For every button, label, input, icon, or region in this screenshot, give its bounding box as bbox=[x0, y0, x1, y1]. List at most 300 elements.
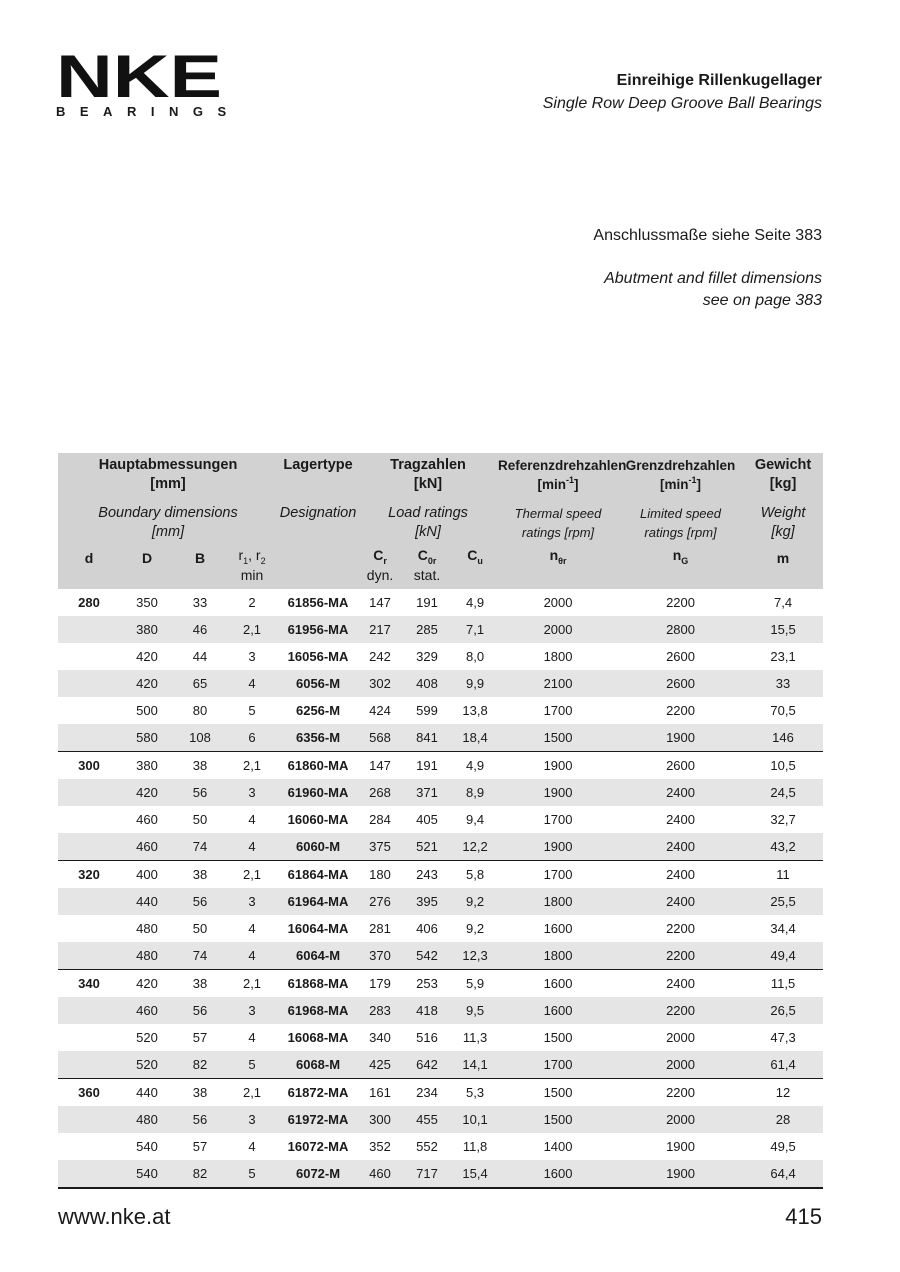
cell-cr: 268 bbox=[369, 785, 391, 800]
cell-des: 16060-MA bbox=[287, 812, 349, 827]
cell-cu: 9,4 bbox=[465, 812, 485, 827]
cell-m: 24,5 bbox=[770, 785, 796, 800]
col-symbol-d: d bbox=[84, 550, 94, 566]
load-header-de bbox=[358, 453, 498, 498]
cell-d bbox=[58, 888, 120, 915]
cell-des: 61864-MA bbox=[278, 861, 358, 889]
cell-D: 460 bbox=[136, 839, 158, 854]
cell-cu: 13,8 bbox=[462, 703, 488, 718]
c0r-sub: 0r bbox=[427, 556, 437, 566]
cell-r: 2,1 bbox=[242, 622, 262, 637]
cell-c0r: 395 bbox=[416, 894, 438, 909]
cell-nlim: 2400 bbox=[618, 861, 743, 889]
cell-nref: 1600 bbox=[498, 970, 618, 998]
cell-r: 2,1 bbox=[226, 970, 278, 998]
cell-m: 64,4 bbox=[743, 1160, 823, 1188]
cell-D: 420 bbox=[136, 785, 158, 800]
cell-nref: 1700 bbox=[543, 812, 573, 827]
table-row bbox=[58, 1106, 823, 1133]
cell-r: 6 bbox=[248, 730, 256, 745]
col-note-B bbox=[174, 566, 226, 589]
cell-B: 46 bbox=[192, 622, 208, 637]
cell-cr: 284 bbox=[369, 812, 391, 827]
cell-des: 61872-MA bbox=[278, 1079, 358, 1107]
cell-nref: 1700 bbox=[543, 1057, 573, 1072]
cell-r: 4 bbox=[248, 1030, 256, 1045]
cell-nref: 1800 bbox=[543, 948, 573, 963]
cell-m: 7,4 bbox=[773, 595, 793, 610]
cell-D: 380 bbox=[120, 752, 174, 780]
lim-speed-header-de: Grenzdrehzahlen $[\min^{-1}]$ bbox=[625, 458, 736, 492]
cell-nlim: 2400 bbox=[666, 785, 695, 800]
cell-nlim: 2600 bbox=[666, 649, 695, 664]
cell-cu: 8,9 bbox=[465, 785, 485, 800]
table-row bbox=[58, 616, 823, 643]
cell-nlim: 2600 bbox=[618, 752, 743, 780]
cell-c0r: 717 bbox=[402, 1160, 452, 1188]
cell-c0r: 191 bbox=[416, 595, 438, 610]
cell-d bbox=[58, 643, 120, 670]
table-row bbox=[58, 643, 823, 670]
r-sub-2: 2 bbox=[260, 556, 266, 566]
cell-cr: 283 bbox=[369, 1003, 391, 1018]
cell-des: 6356-M bbox=[295, 730, 341, 745]
col-note-designation bbox=[278, 566, 358, 589]
ng-sub: G bbox=[681, 556, 689, 566]
cell-c0r: 408 bbox=[416, 676, 438, 691]
cell-nlim: 2200 bbox=[618, 1079, 743, 1107]
cell-nlim: 2800 bbox=[666, 622, 695, 637]
col-note-cu bbox=[452, 566, 498, 589]
r-symbol-2: r bbox=[255, 547, 261, 564]
cell-d bbox=[58, 1106, 120, 1133]
cr-symbol: C bbox=[373, 547, 384, 564]
cell-D: 480 bbox=[136, 1112, 158, 1127]
cell-des: 16072-MA bbox=[287, 1139, 349, 1154]
cell-r: 5 bbox=[248, 1057, 256, 1072]
cell-D: 500 bbox=[136, 703, 158, 718]
footer-url: www.nke.at bbox=[58, 1204, 171, 1229]
cell-nref: 1500 bbox=[543, 1030, 573, 1045]
cell-r: 4 bbox=[248, 948, 256, 963]
col-note-cr-dyn: dyn. bbox=[366, 567, 394, 583]
cell-m: 10,5 bbox=[743, 752, 823, 780]
cell-cr: 302 bbox=[369, 676, 391, 691]
cell-c0r: 405 bbox=[416, 812, 438, 827]
r-sub-1: 1 bbox=[243, 556, 249, 566]
cell-des: 61964-MA bbox=[287, 894, 349, 909]
page-title-de: Einreihige Rillenkugellager bbox=[616, 72, 822, 89]
cell-D: 480 bbox=[136, 921, 158, 936]
cell-d bbox=[58, 915, 120, 942]
cell-des: 61860-MA bbox=[278, 752, 358, 780]
cell-cu: 9,9 bbox=[465, 676, 485, 691]
cell-B: 108 bbox=[189, 730, 211, 745]
cell-D: 460 bbox=[136, 812, 158, 827]
cell-c0r: 406 bbox=[416, 921, 438, 936]
cr-sub: r bbox=[383, 556, 387, 566]
col-symbol-c0r bbox=[402, 544, 452, 566]
cell-cu: 9,2 bbox=[465, 921, 485, 936]
col-note-ng bbox=[618, 566, 743, 589]
cell-B: 44 bbox=[192, 649, 208, 664]
cell-D: 400 bbox=[120, 861, 174, 889]
cu-sub: u bbox=[477, 556, 483, 566]
col-note-d bbox=[58, 566, 120, 589]
cell-m: 11,5 bbox=[743, 970, 823, 998]
cell-D: 480 bbox=[136, 948, 158, 963]
cell-nref: 1700 bbox=[498, 861, 618, 889]
cell-nref: 1600 bbox=[543, 1003, 573, 1018]
cell-r: 4 bbox=[248, 676, 256, 691]
cell-B: 57 bbox=[192, 1139, 208, 1154]
cell-des: 61956-MA bbox=[287, 622, 349, 637]
nke-logo bbox=[56, 52, 241, 119]
table-row bbox=[58, 779, 823, 806]
cell-d bbox=[58, 779, 120, 806]
c0r-symbol: C bbox=[417, 547, 428, 564]
table-row bbox=[58, 942, 823, 970]
cell-r: 4 bbox=[248, 1139, 256, 1154]
cell-B: 38 bbox=[174, 1079, 226, 1107]
cell-cr: 370 bbox=[369, 948, 391, 963]
cell-cr: 276 bbox=[369, 894, 391, 909]
cell-B: 56 bbox=[192, 894, 208, 909]
cell-B: 80 bbox=[192, 703, 208, 718]
cell-m: 49,4 bbox=[770, 948, 796, 963]
dims-header-de bbox=[58, 453, 278, 498]
cell-des: 6060-M bbox=[295, 839, 341, 854]
cell-B: 50 bbox=[192, 812, 208, 827]
cell-d bbox=[58, 942, 120, 970]
ntheta-symbol: n bbox=[549, 547, 559, 564]
cell-nref: 1800 bbox=[543, 894, 573, 909]
type-header-de: Lagertype bbox=[283, 457, 353, 473]
cell-cu: 5,8 bbox=[452, 861, 498, 889]
ref-label-de: Referenzdrehzahlen bbox=[498, 458, 627, 473]
cell-cu: 11,3 bbox=[462, 1030, 488, 1045]
cell-D: 520 bbox=[136, 1057, 158, 1072]
cell-D: 520 bbox=[136, 1030, 158, 1045]
cell-d bbox=[58, 697, 120, 724]
cell-c0r: 191 bbox=[402, 752, 452, 780]
cell-cr: 340 bbox=[369, 1030, 391, 1045]
cell-des: 6056-M bbox=[295, 676, 341, 691]
cell-nref: 2000 bbox=[543, 622, 573, 637]
cell-B: 82 bbox=[174, 1160, 226, 1188]
cell-B: 38 bbox=[174, 861, 226, 889]
table-body bbox=[58, 589, 823, 1188]
load-label-en: Load ratings bbox=[388, 505, 468, 521]
table-row bbox=[58, 970, 823, 998]
cell-nref: 1500 bbox=[498, 1079, 618, 1107]
cell-des: 6064-M bbox=[295, 948, 341, 963]
table-row bbox=[58, 1024, 823, 1051]
cell-r: 2,1 bbox=[226, 1079, 278, 1107]
bearing-table bbox=[58, 453, 823, 1189]
logo-tagline: BEARINGS bbox=[56, 104, 241, 119]
cell-B: 74 bbox=[192, 948, 208, 963]
cell-des: 16068-MA bbox=[287, 1030, 349, 1045]
cell-nref: 1900 bbox=[498, 752, 618, 780]
cell-B: 50 bbox=[192, 921, 208, 936]
cell-des: 16056-MA bbox=[287, 649, 349, 664]
cell-nref: 1900 bbox=[543, 785, 573, 800]
cell-nref: 1500 bbox=[543, 730, 573, 745]
cell-r: 3 bbox=[248, 649, 256, 664]
weight-header-en bbox=[743, 498, 823, 544]
cell-nref: 1400 bbox=[543, 1139, 573, 1154]
cell-des: 61960-MA bbox=[287, 785, 349, 800]
lim-label-de: Grenzdrehzahlen bbox=[625, 458, 736, 473]
dims-unit-de: [mm] bbox=[150, 476, 186, 492]
type-header-en: Designation bbox=[279, 505, 357, 521]
cell-d bbox=[58, 1051, 120, 1079]
cell-D: 420 bbox=[136, 676, 158, 691]
col-note-D bbox=[120, 566, 174, 589]
reference-note-en-line2: see on page 383 bbox=[702, 292, 822, 309]
cell-m: 70,5 bbox=[770, 703, 796, 718]
page-title-en: Single Row Deep Groove Ball Bearings bbox=[542, 95, 822, 112]
cell-m: 146 bbox=[772, 730, 794, 745]
cell-m: 12 bbox=[743, 1079, 823, 1107]
cell-nref: 1500 bbox=[543, 1112, 573, 1127]
col-symbol-ntheta bbox=[498, 544, 618, 566]
table-row bbox=[58, 806, 823, 833]
cell-cu: 11,8 bbox=[462, 1139, 488, 1154]
cell-B: 74 bbox=[192, 839, 208, 854]
weight-label-en: Weight bbox=[760, 505, 806, 521]
cell-cr: 217 bbox=[369, 622, 391, 637]
cell-m: 28 bbox=[775, 1112, 791, 1127]
cell-D: 350 bbox=[136, 595, 158, 610]
cell-r: 4 bbox=[248, 839, 256, 854]
cell-c0r: 599 bbox=[416, 703, 438, 718]
cell-r: 2,1 bbox=[226, 752, 278, 780]
load-unit-en: [kN] bbox=[415, 524, 441, 540]
cell-c0r: 418 bbox=[416, 1003, 438, 1018]
ref-label-en-2: ratings [rpm] bbox=[521, 525, 595, 540]
cell-c0r: 234 bbox=[402, 1079, 452, 1107]
cell-cu: 10,1 bbox=[462, 1112, 488, 1127]
ref-speed-header-de: Referenzdrehzahlen $[\min^{-1}]$ bbox=[498, 458, 627, 492]
cell-nref: 1600 bbox=[498, 1160, 618, 1188]
weight-label-de: Gewicht bbox=[754, 457, 812, 473]
cell-d bbox=[58, 616, 120, 643]
lim-label-en-1: Limited speed bbox=[640, 506, 721, 521]
cell-c0r: 516 bbox=[416, 1030, 438, 1045]
cell-d bbox=[58, 1133, 120, 1160]
table-row bbox=[58, 589, 823, 616]
cell-nlim: 2400 bbox=[666, 894, 695, 909]
load-label-de: Tragzahlen bbox=[390, 457, 466, 473]
cell-nref: 1700 bbox=[543, 703, 573, 718]
cell-nref: 2000 bbox=[543, 595, 573, 610]
cell-c0r: 253 bbox=[402, 970, 452, 998]
cell-cr: 352 bbox=[369, 1139, 391, 1154]
dims-header-en bbox=[58, 498, 278, 544]
table-row bbox=[58, 861, 823, 889]
cell-cu: 4,9 bbox=[452, 752, 498, 780]
table-row bbox=[58, 1051, 823, 1079]
cell-B: 57 bbox=[192, 1030, 208, 1045]
col-symbol-D: D bbox=[141, 550, 153, 566]
cell-cu: 18,4 bbox=[462, 730, 488, 745]
col-symbol-ng bbox=[618, 544, 743, 566]
cell-r: 4 bbox=[248, 921, 256, 936]
cell-nref: 1600 bbox=[543, 921, 573, 936]
cell-cr: 180 bbox=[358, 861, 402, 889]
table-row bbox=[58, 670, 823, 697]
reference-note-en-line1: Abutment and fillet dimensions bbox=[604, 270, 822, 287]
cell-r: 3 bbox=[248, 1003, 256, 1018]
cell-m: 26,5 bbox=[770, 1003, 796, 1018]
cell-cu: 12,3 bbox=[462, 948, 488, 963]
weight-unit-en: [kg] bbox=[771, 524, 795, 540]
cell-m: 15,5 bbox=[770, 622, 796, 637]
cell-m: 61,4 bbox=[770, 1057, 796, 1072]
cell-des: 16064-MA bbox=[287, 921, 349, 936]
table-row bbox=[58, 1079, 823, 1107]
load-header-en bbox=[358, 498, 498, 544]
cell-des: 61856-MA bbox=[287, 595, 349, 610]
cell-nref: 2100 bbox=[543, 676, 573, 691]
cell-c0r: 841 bbox=[416, 730, 438, 745]
cell-B: 65 bbox=[192, 676, 208, 691]
ntheta-sub: θr bbox=[558, 556, 567, 566]
lim-unit-exp: -1 bbox=[688, 474, 697, 485]
page-number: 415 bbox=[785, 1204, 822, 1229]
cell-B: 56 bbox=[192, 1112, 208, 1127]
cell-nlim: 2000 bbox=[666, 1057, 695, 1072]
weight-unit-de: [kg] bbox=[769, 476, 797, 492]
cell-cr: 281 bbox=[369, 921, 391, 936]
cell-B: 38 bbox=[174, 752, 226, 780]
cell-nlim: 1900 bbox=[666, 1139, 695, 1154]
cell-des: 61972-MA bbox=[287, 1112, 349, 1127]
ng-symbol: n bbox=[672, 547, 682, 564]
cell-nlim: 2200 bbox=[666, 921, 695, 936]
cell-cr: 460 bbox=[358, 1160, 402, 1188]
cell-D: 420 bbox=[120, 970, 174, 998]
cell-d bbox=[58, 997, 120, 1024]
col-symbol-cu bbox=[452, 544, 498, 566]
col-symbol-m: m bbox=[776, 550, 790, 566]
cell-m: 25,5 bbox=[770, 894, 796, 909]
col-note-c0r-stat: stat. bbox=[413, 567, 441, 583]
cell-d: 320 bbox=[58, 861, 120, 889]
weight-header-de bbox=[743, 453, 823, 498]
cell-cu: 8,0 bbox=[465, 649, 485, 664]
cell-d: 340 bbox=[58, 970, 120, 998]
cell-cr: 425 bbox=[369, 1057, 391, 1072]
cell-B: 56 bbox=[192, 785, 208, 800]
cell-r: 2 bbox=[248, 595, 256, 610]
col-symbol-r bbox=[226, 544, 278, 566]
cell-m: 49,5 bbox=[770, 1139, 796, 1154]
col-symbol-cr bbox=[358, 544, 402, 566]
cell-nlim: 2200 bbox=[666, 595, 695, 610]
cell-cr: 424 bbox=[369, 703, 391, 718]
cell-nlim: 2200 bbox=[666, 948, 695, 963]
cell-cr: 161 bbox=[358, 1079, 402, 1107]
dims-unit-en: [mm] bbox=[151, 524, 185, 540]
cell-m: 47,3 bbox=[770, 1030, 796, 1045]
cell-des: 6072-M bbox=[278, 1160, 358, 1188]
col-note-ntheta bbox=[498, 566, 618, 589]
cell-c0r: 329 bbox=[416, 649, 438, 664]
cell-nlim: 2400 bbox=[666, 812, 695, 827]
cell-nlim: 2200 bbox=[666, 703, 695, 718]
cell-c0r: 642 bbox=[416, 1057, 438, 1072]
cell-c0r: 285 bbox=[416, 622, 438, 637]
cell-D: 540 bbox=[120, 1160, 174, 1188]
cell-B: 38 bbox=[174, 970, 226, 998]
cell-B: 56 bbox=[192, 1003, 208, 1018]
cell-nlim: 2400 bbox=[666, 839, 695, 854]
cell-des: 61868-MA bbox=[278, 970, 358, 998]
cell-d bbox=[58, 833, 120, 861]
cell-cu: 14,1 bbox=[462, 1057, 488, 1072]
cell-cu: 12,2 bbox=[462, 839, 488, 854]
cell-nlim: 2000 bbox=[666, 1030, 695, 1045]
cell-d bbox=[58, 670, 120, 697]
cell-cr: 300 bbox=[369, 1112, 391, 1127]
cell-cr: 568 bbox=[369, 730, 391, 745]
cell-d: 280 bbox=[78, 595, 100, 610]
cell-nlim: 2400 bbox=[618, 970, 743, 998]
cell-cr: 179 bbox=[358, 970, 402, 998]
cell-nlim: 2000 bbox=[666, 1112, 695, 1127]
lim-unit-de: min bbox=[664, 477, 689, 492]
cu-symbol: C bbox=[467, 547, 478, 564]
cell-cu: 7,1 bbox=[465, 622, 485, 637]
cell-r: 4 bbox=[248, 812, 256, 827]
table-header bbox=[58, 453, 823, 589]
table-row bbox=[58, 915, 823, 942]
table-row bbox=[58, 752, 823, 780]
table-row bbox=[58, 697, 823, 724]
cell-D: 440 bbox=[136, 894, 158, 909]
table-row bbox=[58, 833, 823, 861]
cell-r: 3 bbox=[248, 1112, 256, 1127]
table-row bbox=[58, 888, 823, 915]
cell-cu: 15,4 bbox=[452, 1160, 498, 1188]
cell-nlim: 2600 bbox=[666, 676, 695, 691]
cell-des: 6256-M bbox=[295, 703, 341, 718]
cell-r: 3 bbox=[248, 894, 256, 909]
cell-c0r: 521 bbox=[416, 839, 438, 854]
table-row bbox=[58, 1160, 823, 1188]
cell-m: 33 bbox=[775, 676, 791, 691]
cell-m: 23,1 bbox=[770, 649, 796, 664]
cell-nlim: 1900 bbox=[618, 1160, 743, 1188]
cell-D: 580 bbox=[136, 730, 158, 745]
cell-c0r: 455 bbox=[416, 1112, 438, 1127]
cell-B: 33 bbox=[192, 595, 208, 610]
ref-label-en-1: Thermal speed bbox=[514, 506, 602, 521]
cell-c0r: 243 bbox=[402, 861, 452, 889]
logo-text: NKE bbox=[56, 52, 222, 100]
table-row bbox=[58, 724, 823, 752]
cell-m: 34,4 bbox=[770, 921, 796, 936]
table-row bbox=[58, 997, 823, 1024]
cell-D: 540 bbox=[136, 1139, 158, 1154]
cell-des: 6068-M bbox=[295, 1057, 341, 1072]
cell-cu: 5,3 bbox=[452, 1079, 498, 1107]
cell-nlim: 1900 bbox=[666, 730, 695, 745]
cell-d bbox=[58, 1160, 120, 1188]
